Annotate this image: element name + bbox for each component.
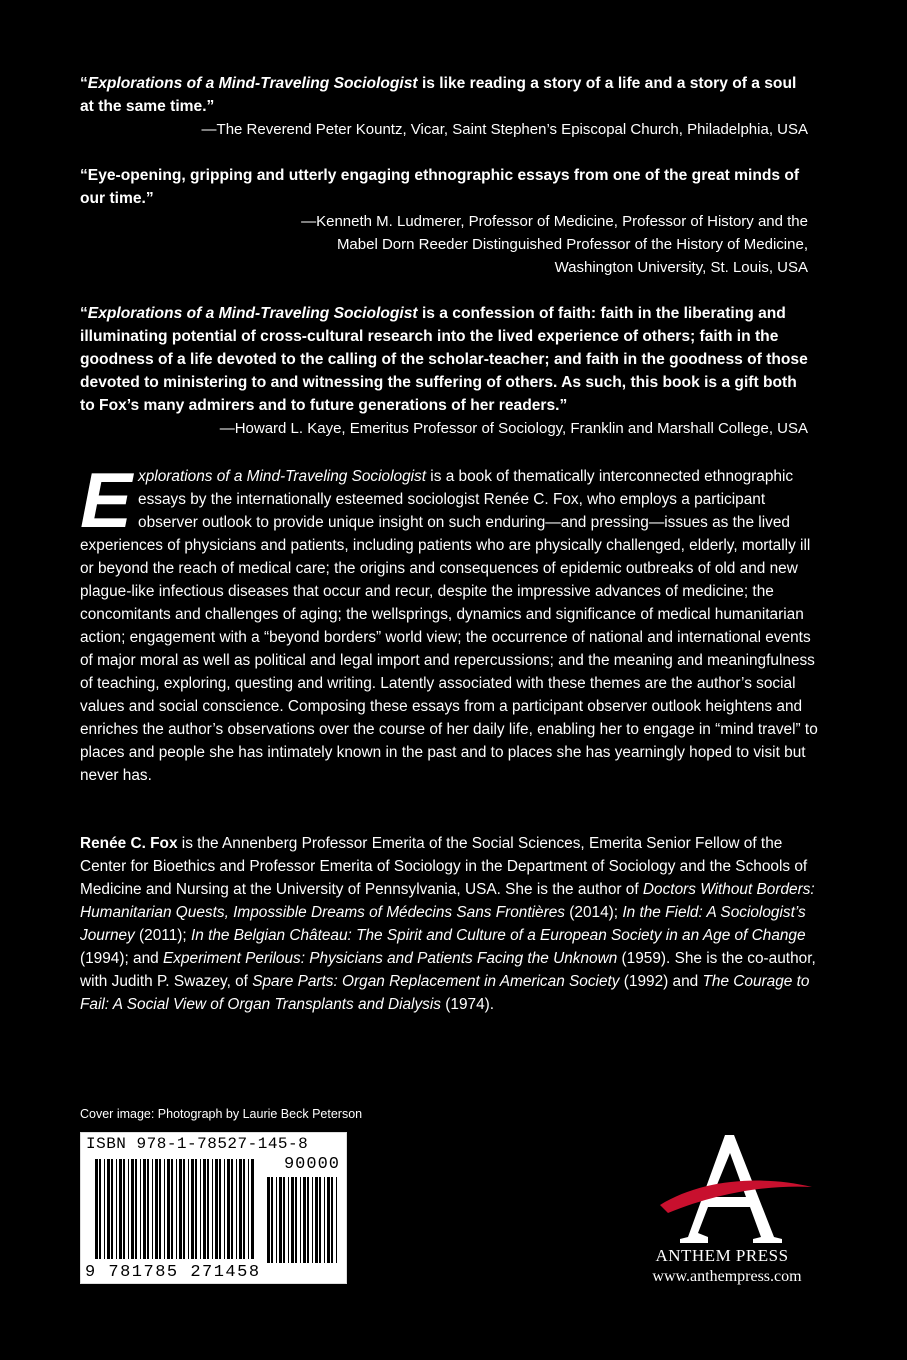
barcode-bar [176, 1159, 177, 1259]
barcode-bar [107, 1159, 110, 1259]
endorsement-attribution: —Kenneth M. Ludmerer, Professor of Medicine, Professor of History and the Mabel Dorn Reeder Distinguished Professor of the History of Medicine, Washington University, St. Louis, USA [301, 213, 808, 276]
barcode-bar [179, 1159, 182, 1259]
barcode-bar [291, 1177, 294, 1263]
barcode-bar [171, 1159, 173, 1259]
barcode-bar [271, 1177, 273, 1263]
barcode-bar [288, 1177, 289, 1263]
barcode-bar [227, 1159, 230, 1259]
endorsement-3 [80, 302, 808, 440]
barcode-bar [212, 1159, 213, 1259]
barcode-bar [267, 1177, 270, 1263]
isbn-label: ISBN 978-1-78527-145-8 [86, 1135, 309, 1153]
barcode-bar [248, 1159, 249, 1259]
barcode-bar [331, 1177, 333, 1263]
barcode-bar [200, 1159, 201, 1259]
barcode-bar [131, 1159, 134, 1259]
endorsement-attribution: —The Reverend Peter Kountz, Vicar, Saint Stephen’s Episcopal Church, Philadelphia, USA [201, 121, 808, 138]
barcode-bar [236, 1159, 237, 1259]
barcode-bar [243, 1159, 245, 1259]
barcode-bar [215, 1159, 218, 1259]
barcode-bar [95, 1159, 98, 1259]
book-title: Explorations of a Mind-Traveling Sociologist [87, 305, 418, 322]
barcode-bar [119, 1159, 122, 1259]
isbn-digits: 9 781785 271458 [85, 1263, 261, 1282]
barcode-bar [283, 1177, 285, 1263]
author-bio: Renée C. Fox is the Annenberg Professor Emerita of the Social Sciences, Emerita Senior Fellow of the Center for Bioethics and Professor Emerita of Sociology in the Department of Sociology and the Schools of Medicine and Nursing at the University of Pennsylvania, USA. She is the author of Doctors Without Borders: Humanitarian Quests, Impossible Dreams of Médecins Sans Frontières (2014); In the Field: A Sociologist’s Journey (2011); In the Belgian Château: The Spirit and Culture of a European Society in an Age of Change (1994); and Experiment Perilous: Physicians and Patients Facing the Unknown (1959). She is the co-author, with Judith P. Swazey, of Spare Parts: Organ Replacement in American Society (1992) and The Courage to Fail: A Social View of Organ Transplants and Dialysis (1974). [80, 835, 816, 1013]
barcode-bar [312, 1177, 313, 1263]
barcode-addon-bars [267, 1177, 339, 1263]
price-code: 90000 [283, 1155, 340, 1174]
barcode-bar [143, 1159, 146, 1259]
barcode-bar [224, 1159, 225, 1259]
barcode-bar [135, 1159, 137, 1259]
barcode-bar [191, 1159, 194, 1259]
barcode-bar [99, 1159, 101, 1259]
endorsement-1 [80, 72, 808, 141]
barcode-bar [336, 1177, 337, 1263]
barcode-bar [183, 1159, 185, 1259]
barcode-bar [307, 1177, 309, 1263]
book-description: Explorations of a Mind-Traveling Sociologist is a book of thematically interconnected ethnographic essays by the internationally esteemed sociologist Renée C. Fox, who employs a participant observer outlook to provide unique insight on such enduring—and pressing—issues as the lived experiences of physicians and patients, including patients who are physically challenged, elderly, mortally ill or beyond the reach of medical care; the origins and consequences of epidemic outbreaks of old and new plague-like infectious diseases that occur and recur, despite the impressive advances of medicine; the concomitants and challenges of aging; the wellsprings, dynamics and significance of medical humanitarian action; engagement with a “beyond borders” world view; the occurrence of national and international events of major moral as well as political and legal import and repercussions; and the meaning and meaningfulness of teaching, exploring, questing and writing. Latently associated with these themes are the author’s social values and social conscience. Composing these essays from a participant observer outlook heightens and enriches the author’s observations over the course of her daily life, enabling her to engage in “mind travel” to places and people she has intimately known in the past and to places she has yearningly hoped to visit but never has. [80, 456, 818, 784]
barcode-bar [327, 1177, 330, 1263]
endorsement-text: “Explorations of a Mind-Traveling Sociologist is like reading a story of a life and a story of a soul at the same time.” [80, 75, 797, 115]
barcode-bar [152, 1159, 153, 1259]
barcode-bar [123, 1159, 125, 1259]
barcode-bar [300, 1177, 301, 1263]
barcode-bar [140, 1159, 141, 1259]
barcode-bar [128, 1159, 129, 1259]
publisher-name: ANTHEM PRESS [655, 1246, 789, 1265]
barcode-bar [231, 1159, 233, 1259]
barcode-bar [167, 1159, 170, 1259]
barcode-bar [159, 1159, 161, 1259]
barcode-bar [104, 1159, 105, 1259]
barcode-bar [319, 1177, 321, 1263]
barcode-bar [279, 1177, 282, 1263]
barcode-bar [276, 1177, 277, 1263]
barcode-bar [116, 1159, 117, 1259]
barcode-bar [147, 1159, 149, 1259]
endorsement-text: “Explorations of a Mind-Traveling Sociologist is a confession of faith: faith in the liberating and illuminating potential of cross-cultural research into the lived experience of others; faith in the goodness of a life devoted to the calling of the scholar-teacher; and faith in the goodness of those devoted to ministering to and witnessing the suffering of others. As such, this book is a gift both to Fox’s many admirers and to future generations of her readers.” [80, 305, 808, 414]
barcode-bar [324, 1177, 325, 1263]
barcode-bar [239, 1159, 242, 1259]
barcode-bar [251, 1159, 254, 1259]
endorsement-attribution: —Howard L. Kaye, Emeritus Professor of Sociology, Franklin and Marshall College, USA [219, 420, 808, 437]
barcode-bar [207, 1159, 209, 1259]
endorsement-text: “Eye-opening, gripping and utterly engaging ethnographic essays from one of the great minds of our time.” [80, 167, 800, 207]
barcode-bar [111, 1159, 113, 1259]
barcode-bars [95, 1159, 255, 1259]
author-name: Renée C. Fox [80, 835, 178, 852]
barcode-bar [295, 1177, 297, 1263]
barcode-bar [164, 1159, 165, 1259]
barcode-bar [303, 1177, 306, 1263]
barcode-bar [155, 1159, 158, 1259]
cover-credit: Cover image: Photograph by Laurie Beck Peterson [80, 1107, 363, 1121]
barcode-bar [195, 1159, 197, 1259]
barcode-bar [315, 1177, 318, 1263]
drop-cap: E [80, 456, 133, 544]
publisher-url[interactable]: www.anthempress.com [652, 1268, 802, 1285]
barcode-bar [188, 1159, 189, 1259]
barcode-bar [203, 1159, 206, 1259]
book-title: Explorations of a Mind-Traveling Sociologist [87, 75, 418, 92]
isbn-barcode [80, 1132, 347, 1284]
barcode-bar [219, 1159, 221, 1259]
endorsement-2 [80, 164, 808, 279]
